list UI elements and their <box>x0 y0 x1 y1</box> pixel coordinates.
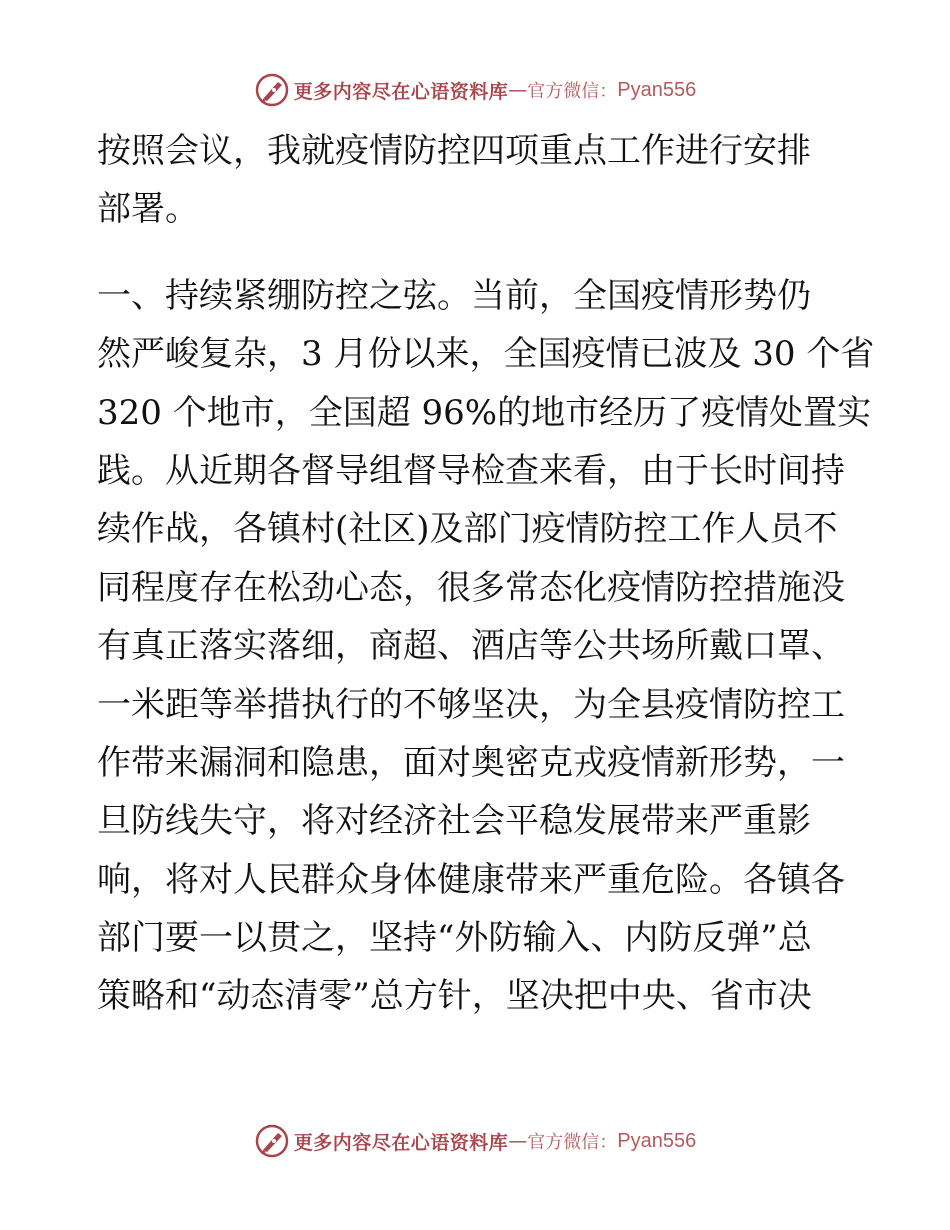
watermark-separator: — <box>508 79 528 101</box>
text-line: 部署。 <box>97 189 199 230</box>
watermark-text: 更多内容尽在心语资料库 <box>293 80 509 103</box>
text-line: 旦防线失守，将对经济社会平稳发展带来严重影 <box>97 801 811 842</box>
text-line: 策略和“动态清零”总方针，坚决把中央、省市决 <box>97 976 812 1017</box>
text-line: 一、持续紧绷防控之弦。当前，全国疫情形势仍 <box>97 275 811 316</box>
watermark-label: 官方微信： <box>527 1132 618 1153</box>
paragraph-intro <box>97 122 857 239</box>
pen-logo-icon <box>254 1123 290 1159</box>
text-line: 作带来漏洞和隐患，面对奥密克戎疫情新形势，一 <box>97 742 845 783</box>
header-watermark <box>0 70 950 110</box>
text-line: 践。从近期各督导组督导检查来看，由于长时间持 <box>97 450 845 491</box>
text-line: 有真正落实落细，商超、酒店等公共场所戴口罩、 <box>97 626 845 667</box>
document-body <box>97 122 875 1026</box>
text-line: 续作战，各镇村(社区)及部门疫情防控工作人员不 <box>97 509 838 550</box>
watermark-code: Pyan556 <box>617 1129 697 1152</box>
footer-watermark <box>0 1121 950 1161</box>
watermark-text: 更多内容尽在心语资料库 <box>293 1131 509 1154</box>
watermark-label: 官方微信： <box>527 81 618 102</box>
text-line: 响，将对人民群众身体健康带来严重危险。各镇各 <box>97 859 845 900</box>
pen-logo-icon <box>254 72 290 108</box>
text-line: 同程度存在松劲心态，很多常态化疫情防控措施没 <box>97 567 845 608</box>
text-line: 然严峻复杂，3 月份以来，全国疫情已波及 30 个省 <box>97 334 875 375</box>
text-line: 按照会议，我就疫情防控四项重点工作进行安排 <box>97 131 811 171</box>
paragraph-section-one <box>97 267 875 1026</box>
watermark-code: Pyan556 <box>617 78 697 101</box>
text-line: 部门要一以贯之，坚持“外防输入、内防反弹”总 <box>97 918 812 959</box>
watermark-separator: — <box>508 1130 528 1152</box>
text-line: 320 个地市，全国超 96%的地市经历了疫情处置实 <box>97 392 872 433</box>
text-line: 一米距等举措执行的不够坚决，为全县疫情防控工 <box>97 684 845 725</box>
